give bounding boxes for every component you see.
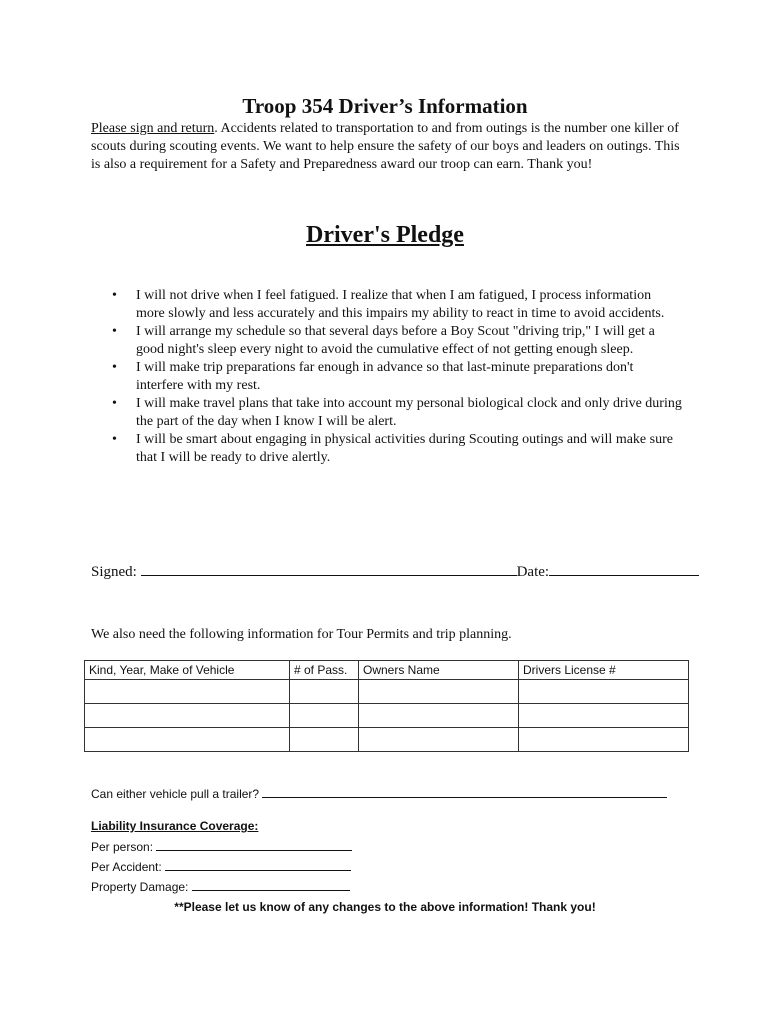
pledge-heading: Driver's Pledge	[306, 222, 464, 248]
property-damage-field[interactable]	[192, 879, 350, 891]
tour-permit-text: We also need the following information for Tour Permits and trip planning.	[91, 627, 512, 642]
intro-paragraph	[91, 120, 691, 174]
table-cell[interactable]	[290, 680, 359, 704]
table-header-row	[85, 661, 689, 680]
page-title: Troop 354 Driver’s Information	[242, 94, 528, 118]
trailer-field[interactable]	[262, 786, 667, 798]
table-cell[interactable]	[85, 680, 290, 704]
per-person-label: Per person:	[91, 840, 157, 854]
pledge-item: • I will be smart about engaging in physical activities during Scouting outings and will make sure that I will be ready to drive alertly.	[112, 431, 682, 467]
table-cell[interactable]	[85, 704, 290, 728]
table-cell[interactable]	[519, 704, 689, 728]
date-field[interactable]	[549, 561, 699, 576]
pledge-item: • I will make trip preparations far enough in advance so that last-minute preparations don't interfere with my rest.	[112, 359, 682, 395]
signature-field[interactable]	[141, 561, 517, 576]
table-cell[interactable]	[519, 728, 689, 752]
table-cell[interactable]	[519, 680, 689, 704]
pledge-item: • I will not drive when I feel fatigued. I realize that when I am fatigued, I process information more slowly and less accurately and this impairs my ability to react in time to avoid accidents.	[112, 287, 682, 323]
vehicle-info-table	[84, 660, 689, 752]
per-person-field[interactable]	[156, 839, 352, 851]
per-person-row	[91, 839, 352, 854]
property-damage-label: Property Damage:	[91, 880, 192, 894]
pledge-item: • I will arrange my schedule so that several days before a Boy Scout "driving trip," I will get a good night's sleep every night to avoid the cumulative effect of not getting enough sleep.	[112, 323, 682, 359]
trailer-question	[91, 786, 667, 801]
table-cell[interactable]	[359, 728, 519, 752]
trailer-label: Can either vehicle pull a trailer?	[91, 787, 263, 801]
insurance-heading: Liability Insurance Coverage:	[91, 819, 259, 833]
pledge-list	[112, 287, 682, 467]
table-row	[85, 728, 689, 752]
date-label: Date:	[516, 564, 550, 580]
header-owner: Owners Name	[359, 661, 519, 680]
table-cell[interactable]	[85, 728, 290, 752]
table-cell[interactable]	[290, 704, 359, 728]
header-vehicle: Kind, Year, Make of Vehicle	[85, 661, 290, 680]
per-accident-row	[91, 859, 351, 874]
per-accident-label: Per Accident:	[91, 860, 166, 874]
header-license: Drivers License #	[519, 661, 689, 680]
table-cell[interactable]	[359, 680, 519, 704]
intro-text: . Accidents related to transportation to and from outings is the number one killer of scouts during scouting events. We want to help ensure the safety of our boys and leaders on outings. This is also a requirement for a Safety and Preparedness award our troop can earn. Thank you!	[91, 121, 680, 172]
header-passengers: # of Pass.	[290, 661, 359, 680]
table-cell[interactable]	[290, 728, 359, 752]
table-cell[interactable]	[359, 704, 519, 728]
footer-note: **Please let us know of any changes to the above information! Thank you!	[174, 900, 596, 914]
signed-label: Signed:	[91, 564, 141, 580]
intro-underlined: Please sign and return	[91, 121, 215, 136]
per-accident-field[interactable]	[165, 859, 351, 871]
pledge-item: • I will make travel plans that take into account my personal biological clock and only drive during the part of the day when I know I will be alert.	[112, 395, 682, 431]
table-row	[85, 704, 689, 728]
property-damage-row	[91, 879, 350, 894]
table-row	[85, 680, 689, 704]
signature-line	[91, 561, 699, 581]
